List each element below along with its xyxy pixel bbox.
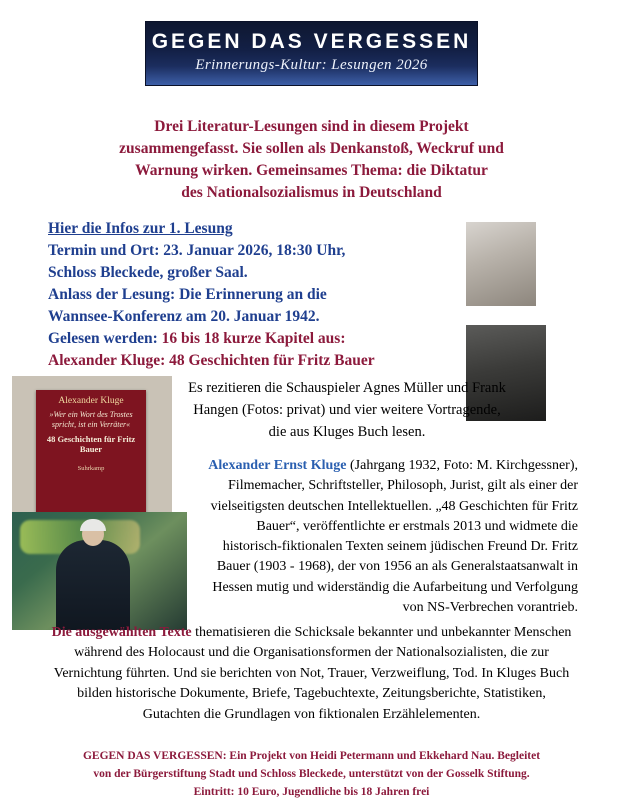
alexander-kluge-photo <box>12 512 187 630</box>
banner-subtitle: Erinnerungs-Kultur: Lesungen 2026 <box>195 57 428 74</box>
kluge-name: Alexander Ernst Kluge <box>208 458 347 473</box>
footer-line-3: Eintritt: 10 Euro, Jugendliche bis 18 Jahren frei <box>193 785 430 798</box>
intro-line-4: des Nationalsozialismus in Deutschland <box>181 184 442 201</box>
info-anlass-label: Anlass der Lesung: <box>48 286 176 303</box>
intro-line-2: zusammengefasst. Sie sollen als Denkanstoß, Weckruf und <box>119 140 504 157</box>
book-cover-publisher: Suhrkamp <box>77 464 105 472</box>
book-cover-author: Alexander Kluge <box>58 396 124 406</box>
selected-texts-body: thematisieren die Schicksale bekannter und unbekannter Menschen während des Holocaust und die Organisationsformen der Nationalsozialisten, die zur Vernichtung führten. Und sie berichten von Not, Trauer, Verzweiflung, Tod. In Kluges Buch bilden historische Dokumente, Briefe, Tagebuchtexte, Zeitungsberichte, Statistiken, Gutachten die Grundlagen von fiktionalen Erzählelementen. <box>53 625 572 722</box>
book-cover-quote: »Wer ein Wort des Trostes spricht, ist ein Verräter« <box>49 410 133 429</box>
kluge-portrait-figure <box>56 540 130 630</box>
banner-title: GEGEN DAS VERGESSEN <box>151 30 472 53</box>
footer-line-1: GEGEN DAS VERGESSEN: Ein Projekt von Heidi Petermann und Ekkehard Nau. Begleitet <box>82 750 541 762</box>
info-heading: Hier die Infos zur 1. Lesung <box>48 220 233 237</box>
intro-line-1: Drei Literatur-Lesungen sind in diesem Projekt <box>154 118 469 135</box>
book-cover <box>36 390 146 524</box>
info-gelesen-value: 16 bis 18 kurze Kapitel aus: <box>161 330 346 347</box>
intro-line-3: Warnung wirken. Gemeinsames Thema: die Diktatur <box>135 162 488 179</box>
book-cover-title: 48 Geschichten für Fritz Bauer <box>46 434 136 455</box>
info-book-title: Alexander Kluge: 48 Geschichten für Fritz Bauer <box>48 352 375 369</box>
intro-paragraph <box>48 116 575 204</box>
selected-texts-lead: Die ausgewählten Texte <box>51 625 192 640</box>
banner <box>146 22 477 85</box>
kluge-biography-paragraph <box>196 456 578 618</box>
info-termin-label: Termin und Ort: <box>48 242 160 259</box>
info-anlass-value-2: Wannsee-Konferenz am 20. Januar 1942. <box>48 308 320 325</box>
info-ort-value: Schloss Bleckede, großer Saal. <box>48 264 248 281</box>
reciting-paragraph: Es rezitieren die Schauspieler Agnes Müller und Frank Hangen (Fotos: privat) und vier weitere Vortragende, die aus Kluges Buch lesen. <box>188 380 506 440</box>
info-gelesen-label: Gelesen werden: <box>48 330 158 347</box>
footer <box>48 748 575 801</box>
agnes-mueller-photo <box>466 222 536 306</box>
selected-texts-paragraph <box>48 623 575 725</box>
info-anlass-value: Die Erinnerung an die <box>179 286 327 303</box>
footer-line-2: von der Bürgerstiftung Stadt und Schloss Bleckede, unterstützt von der Gosselk Stiftung. <box>93 767 530 780</box>
event-info-block <box>48 218 468 372</box>
kluge-biography-text: (Jahrgang 1932, Foto: M. Kirchgessner), Filmemacher, Schriftsteller, Philosoph, Jurist, gilt als einer der vielseitigsten deutschen Intellektuellen. „48 Geschichten für Fritz Bauer“, veröffentlichte er erstmals 2013 und widmete die historisch-fiktionalen Texten seinem jüdischen Freund Dr. Fritz Bauer (1903 - 1968), der von 1956 an als Generalstaatsanwalt in Hessen mutig und widerständig die Aufarbeitung und Verfolgung von NS-Verbrechen vorantrieb. <box>210 458 578 616</box>
info-termin-value: 23. Januar 2026, 18:30 Uhr, <box>163 242 346 259</box>
